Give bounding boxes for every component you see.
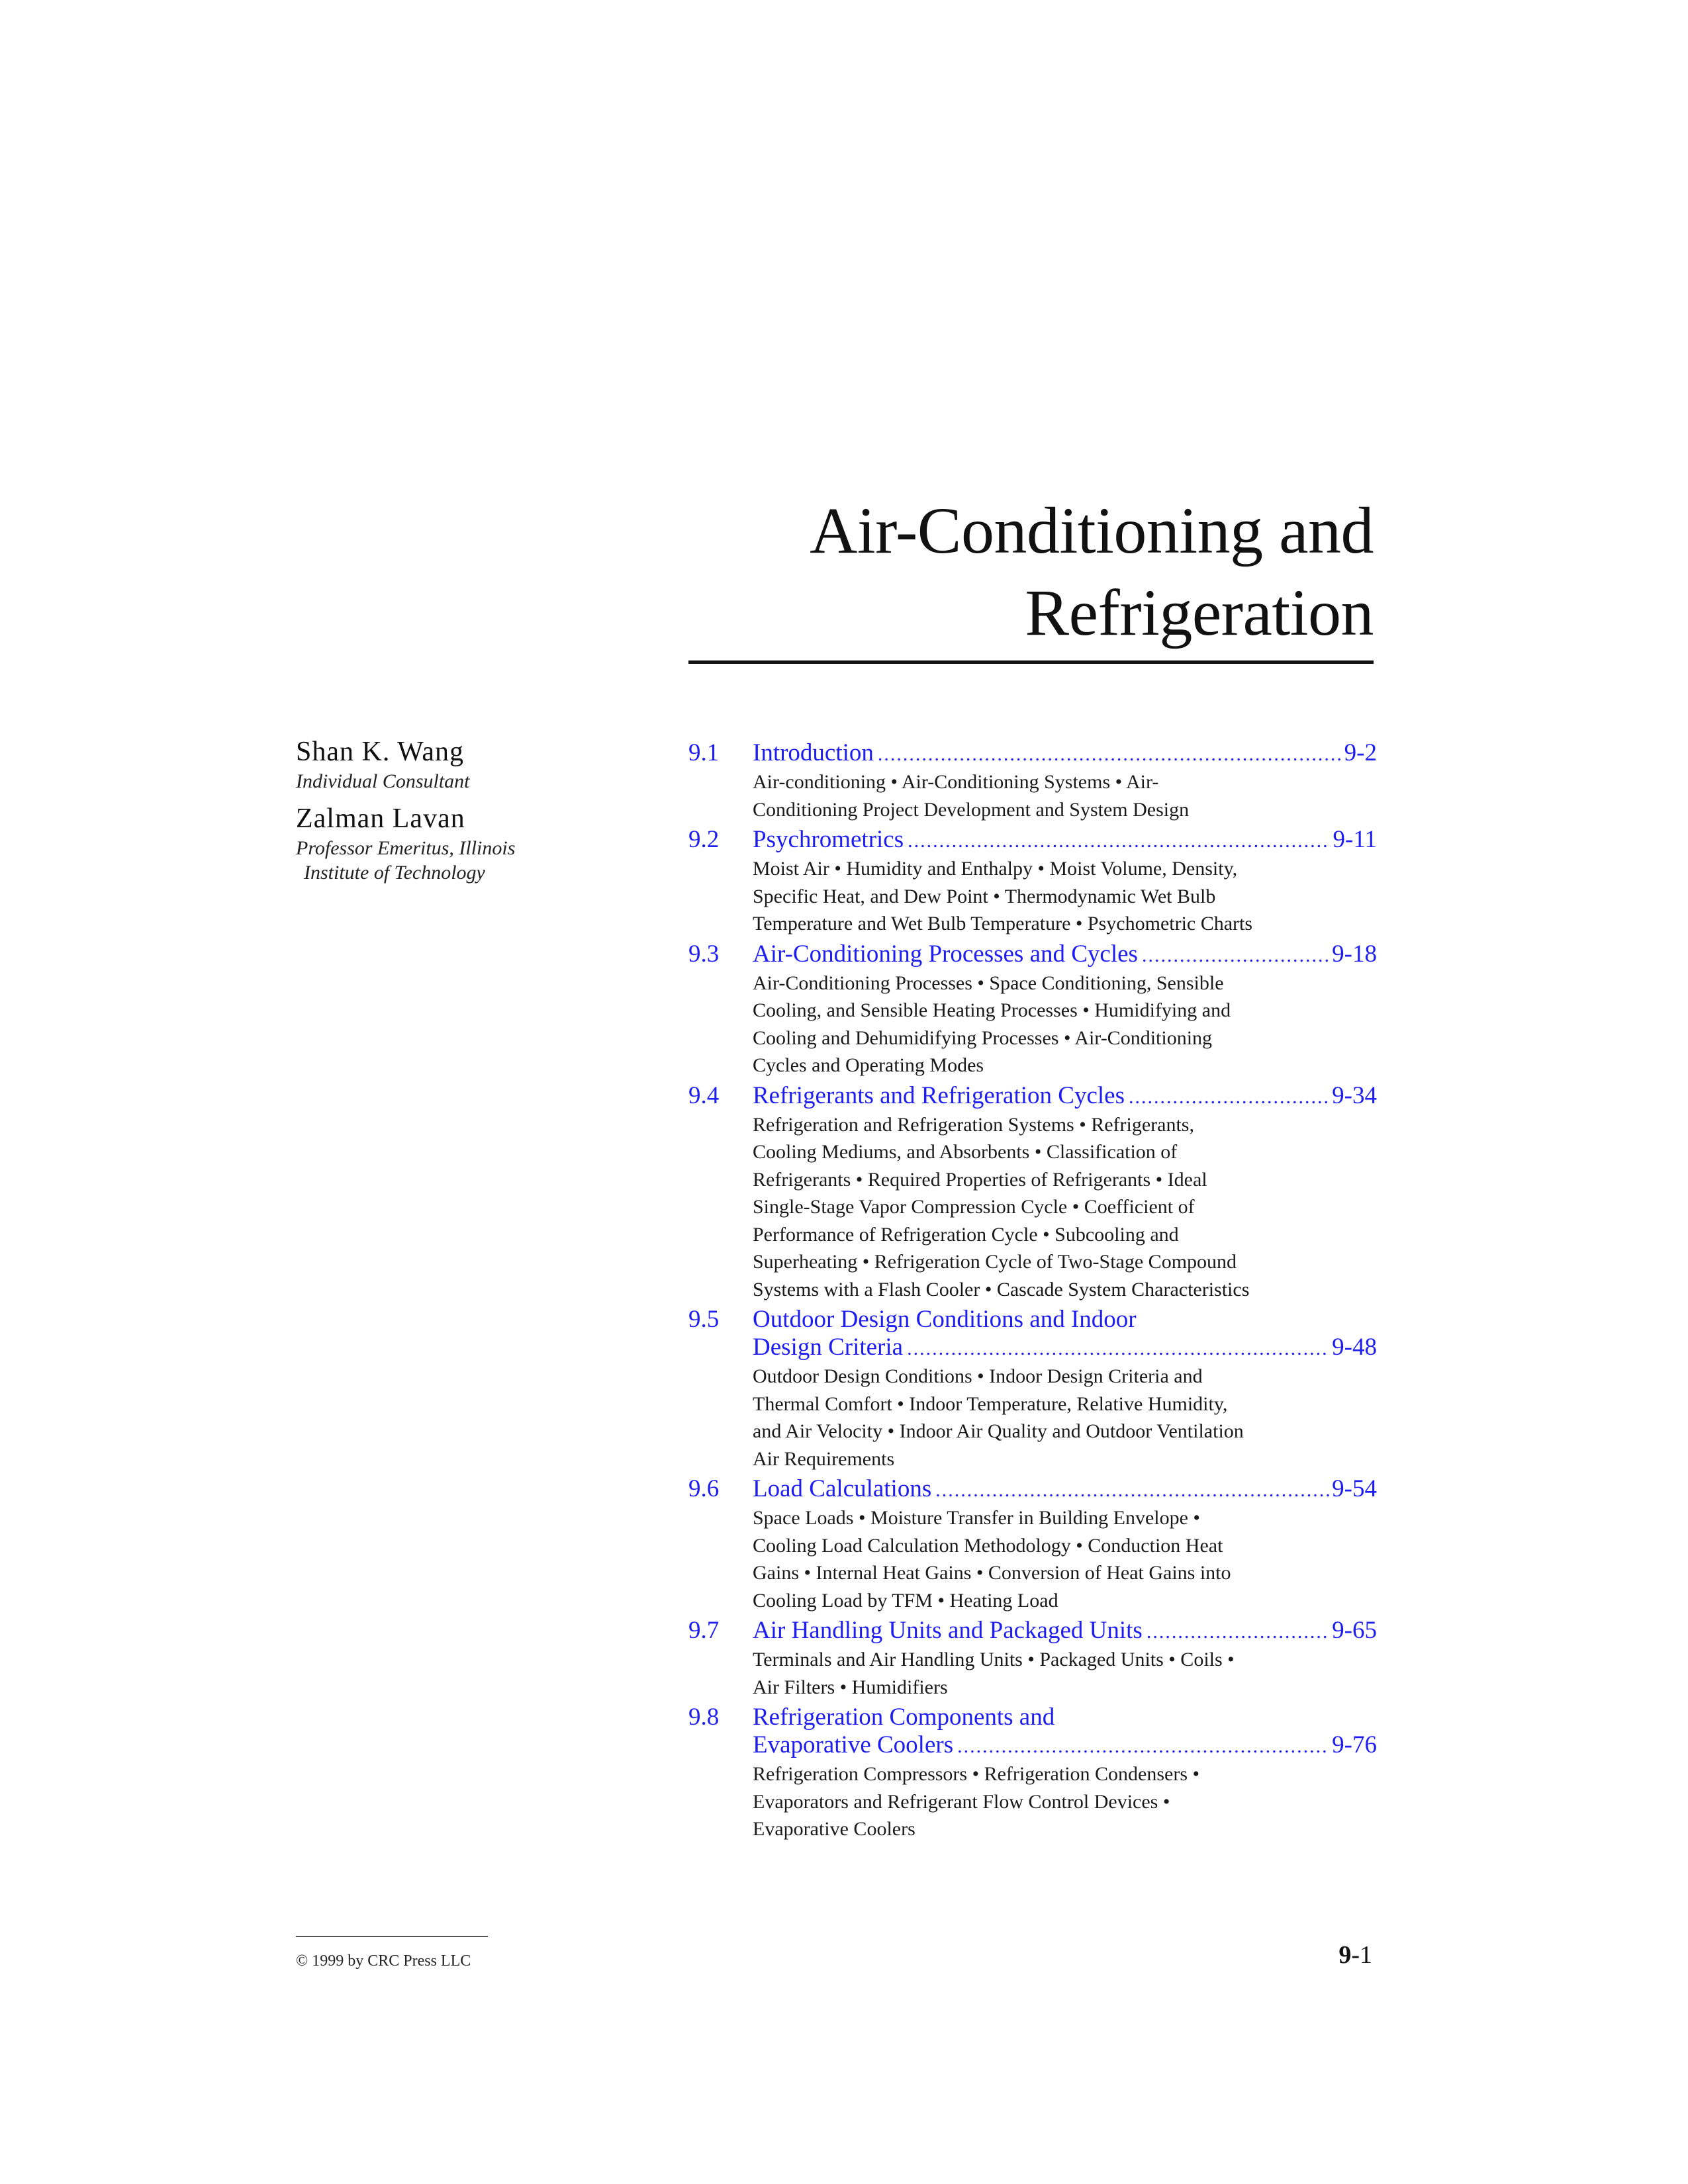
toc-section-number: 9.7: [688, 1617, 720, 1644]
toc-subtopics-line: Air Requirements: [753, 1447, 895, 1470]
toc-section-number: 9.4: [688, 1081, 720, 1109]
toc-subtopics-line: Refrigerants • Required Properties of Refrigerants • Ideal: [753, 1168, 1207, 1191]
toc-subtopics-line: Evaporative Coolers: [753, 1818, 915, 1840]
toc-subtopics-line: Specific Heat, and Dew Point • Thermodynamic Wet Bulb: [753, 885, 1216, 907]
author-list: [296, 735, 640, 885]
toc-section-link[interactable]: Air Handling Units and Packaged Units: [753, 1617, 1143, 1644]
toc-heading[interactable]: [688, 739, 1377, 768]
copyright-notice: © 1999 by CRC Press LLC: [296, 1952, 471, 1970]
toc-heading[interactable]: [688, 1082, 1377, 1111]
toc-subtopics-line: Cooling and Dehumidifying Processes • Air-Conditioning: [753, 1026, 1213, 1049]
author-affiliation: Professor Emeritus, Illinois: [296, 837, 516, 859]
toc-section-number: 9.5: [688, 1306, 720, 1333]
toc-subtopics-line: Cycles and Operating Modes: [753, 1054, 984, 1076]
toc-page-number[interactable]: 9-11: [1333, 826, 1377, 853]
toc-subtopics-line: Evaporators and Refrigerant Flow Control Devices •: [753, 1790, 1170, 1813]
toc-leader-dots: [935, 1477, 1329, 1504]
toc-page-number[interactable]: 9-34: [1332, 1081, 1377, 1109]
toc-section-link[interactable]: Introduction: [753, 739, 874, 766]
footnote-divider: [296, 1936, 488, 1937]
toc-section-number: 9.6: [688, 1475, 720, 1502]
toc-page-number[interactable]: 9-76: [1332, 1731, 1377, 1758]
toc-heading[interactable]: [688, 1731, 1377, 1760]
table-of-contents: [688, 739, 1377, 1846]
toc-section-title-line1[interactable]: Refrigeration Components and: [753, 1704, 1055, 1731]
toc-title-row: [753, 826, 1377, 855]
toc-section-number: 9.8: [688, 1704, 720, 1731]
toc-page-number[interactable]: 9-54: [1332, 1475, 1377, 1502]
toc-subtopics-line: Cooling, and Sensible Heating Processes • Humidifying and: [753, 999, 1231, 1021]
toc-subtopics-line: Terminals and Air Handling Units • Packaged Units • Coils •: [753, 1649, 1235, 1670]
toc-subtopics-line: Space Loads • Moisture Transfer in Building Envelope •: [753, 1507, 1200, 1529]
toc-subtopics-line: Temperature and Wet Bulb Temperature • Psychometric Charts: [753, 913, 1253, 934]
author-block: [296, 801, 640, 885]
toc-title-row: [753, 1475, 1377, 1504]
toc-heading[interactable]: [688, 1475, 1377, 1504]
toc-title-row: [753, 1082, 1377, 1111]
toc-section-number: 9.2: [688, 826, 720, 853]
toc-heading[interactable]: [688, 1617, 1377, 1646]
toc-leader-dots: [1129, 1083, 1329, 1111]
author-name: Shan K. Wang: [296, 737, 464, 767]
toc-heading[interactable]: [688, 940, 1377, 970]
toc-heading[interactable]: [688, 1334, 1377, 1363]
toc-subtopics-line: Air-conditioning • Air-Conditioning Systems • Air-: [753, 771, 1159, 793]
page-number: [1338, 1940, 1372, 1970]
toc-subtopics-line: Air Filters • Humidifiers: [753, 1676, 948, 1698]
toc-subtopics-line: Conditioning Project Development and System Design: [753, 798, 1190, 821]
toc-section-title-line1[interactable]: Outdoor Design Conditions and Indoor: [753, 1306, 1137, 1333]
toc-section-link[interactable]: Air-Conditioning Processes and Cycles: [753, 940, 1138, 968]
toc-heading-line1[interactable]: [688, 1704, 1377, 1731]
toc-section-link[interactable]: Evaporative Coolers: [753, 1731, 954, 1758]
toc-subtopics-line: Moist Air • Humidity and Enthalpy • Moist Volume, Density,: [753, 858, 1238, 880]
toc-heading[interactable]: [688, 826, 1377, 855]
toc-section-link[interactable]: Psychrometrics: [753, 826, 904, 853]
toc-subtopics-line: Outdoor Design Conditions • Indoor Design Criteria and: [753, 1365, 1203, 1387]
toc-leader-dots: [907, 1335, 1329, 1363]
toc-section-link[interactable]: Refrigerants and Refrigeration Cycles: [753, 1081, 1125, 1109]
toc-title-row: [753, 1617, 1377, 1646]
toc-page-number[interactable]: 9-18: [1332, 940, 1377, 968]
page-number-chapter: 9: [1338, 1941, 1352, 1969]
toc-subtopics-line: Cooling Load Calculation Methodology • Conduction Heat: [753, 1534, 1223, 1557]
toc-subtopics-line: Cooling Mediums, and Absorbents • Classification of: [753, 1141, 1178, 1163]
toc-heading-line1[interactable]: [688, 1306, 1377, 1334]
toc-entry: [688, 1306, 1377, 1473]
toc-entry: [688, 739, 1377, 823]
author-affiliation: Institute of Technology: [304, 862, 485, 884]
toc-subtopics-line: Refrigeration Compressors • Refrigeration Condensers •: [753, 1763, 1200, 1785]
toc-leader-dots: [1142, 942, 1329, 970]
author-block: [296, 735, 640, 794]
toc-page-number[interactable]: 9-2: [1344, 739, 1377, 766]
toc-title-row: [753, 940, 1377, 970]
toc-section-link[interactable]: Load Calculations: [753, 1475, 932, 1502]
toc-title-row: [753, 739, 1377, 768]
title-divider: [688, 660, 1374, 664]
chapter-title-line1: Air-Conditioning and: [810, 494, 1374, 567]
toc-page-number[interactable]: 9-65: [1332, 1617, 1377, 1644]
toc-entry: [688, 1082, 1377, 1304]
toc-section-number: 9.1: [688, 739, 720, 766]
author-affiliation: Individual Consultant: [296, 770, 470, 792]
chapter-title-line2: Refrigeration: [1025, 576, 1374, 649]
toc-subtopics-line: and Air Velocity • Indoor Air Quality and Outdoor Ventilation: [753, 1420, 1244, 1442]
toc-subtopics-line: Superheating • Refrigeration Cycle of Two-Stage Compound: [753, 1251, 1237, 1273]
toc-subtopics-line: Refrigeration and Refrigeration Systems • Refrigerants,: [753, 1113, 1194, 1136]
author-name: Zalman Lavan: [296, 803, 465, 834]
chapter-title: [810, 490, 1374, 654]
page-number-suffix: -1: [1351, 1941, 1372, 1969]
toc-subtopics-line: Single-Stage Vapor Compression Cycle • Coefficient of: [753, 1196, 1195, 1218]
toc-leader-dots: [1147, 1618, 1329, 1646]
toc-entry: [688, 1617, 1377, 1701]
toc-title-row: [753, 1731, 1377, 1760]
toc-subtopics-line: Gains • Internal Heat Gains • Conversion of Heat Gains into: [753, 1562, 1231, 1584]
toc-entry: [688, 1475, 1377, 1614]
toc-title-row: [753, 1334, 1377, 1363]
toc-subtopics-line: Air-Conditioning Processes • Space Conditioning, Sensible: [753, 972, 1224, 994]
toc-leader-dots: [957, 1733, 1329, 1760]
toc-leader-dots: [908, 827, 1330, 855]
toc-page-number[interactable]: 9-48: [1332, 1334, 1377, 1361]
toc-entry: [688, 826, 1377, 938]
toc-section-link[interactable]: Design Criteria: [753, 1334, 904, 1361]
toc-subtopics-line: Thermal Comfort • Indoor Temperature, Relative Humidity,: [753, 1392, 1228, 1415]
toc-entry: [688, 1704, 1377, 1843]
toc-subtopics-line: Systems with a Flash Cooler • Cascade System Characteristics: [753, 1278, 1250, 1300]
toc-subtopics-line: Cooling Load by TFM • Heating Load: [753, 1589, 1058, 1612]
toc-section-number: 9.3: [688, 940, 720, 968]
toc-entry: [688, 940, 1377, 1079]
toc-subtopics-line: Performance of Refrigeration Cycle • Subcooling and: [753, 1223, 1179, 1246]
toc-leader-dots: [878, 741, 1342, 768]
